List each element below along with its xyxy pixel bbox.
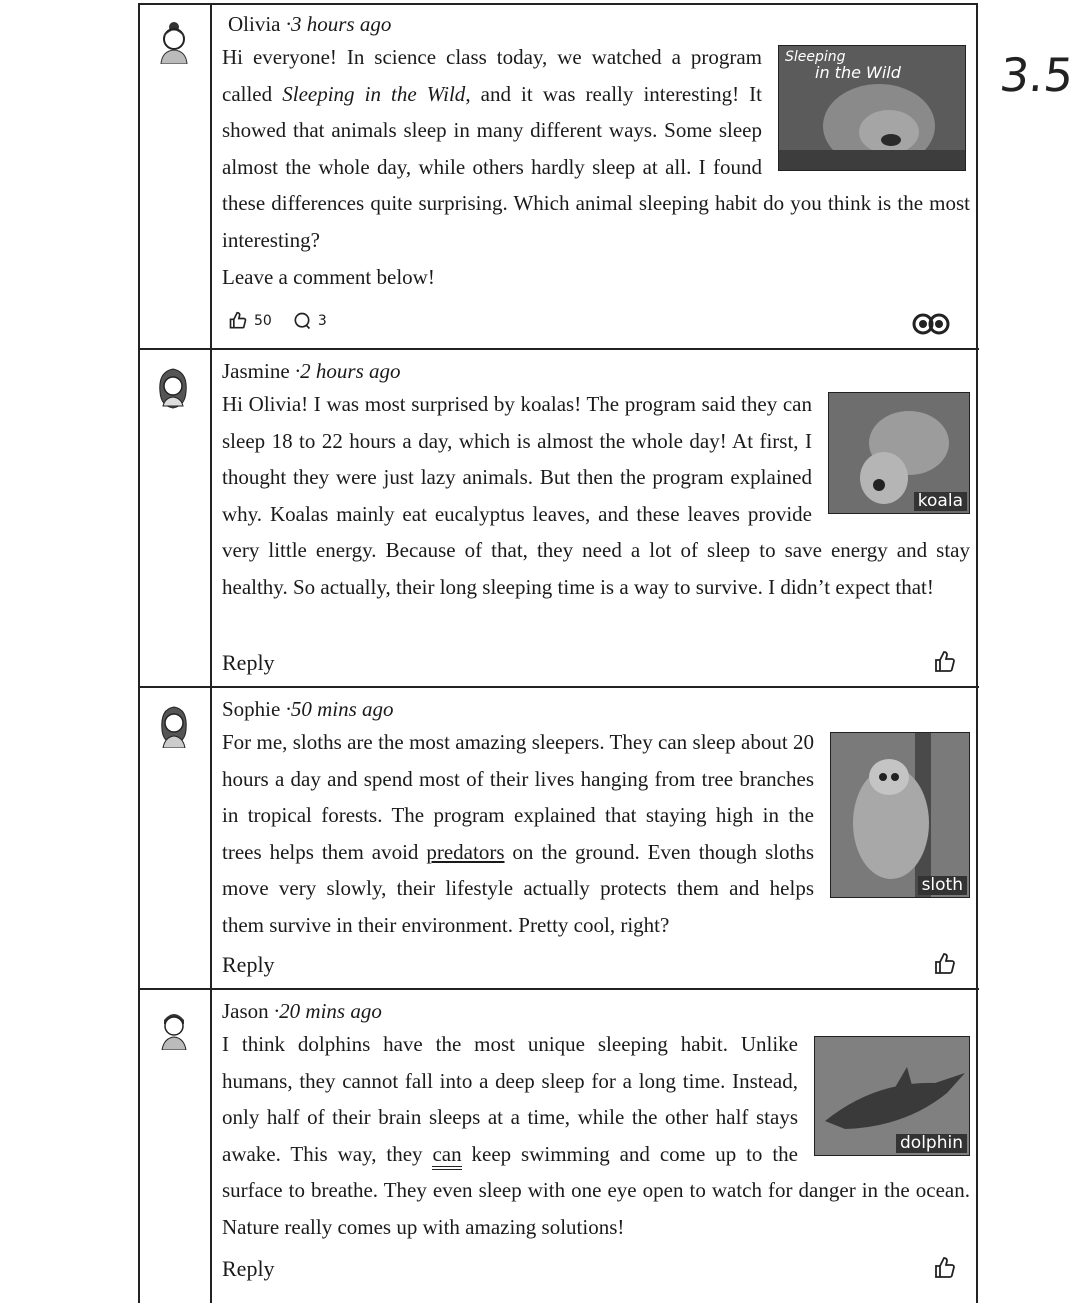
comment-body: [222, 1026, 970, 1246]
author-name: Sophie: [222, 697, 281, 721]
program-thumbnail: [778, 45, 966, 171]
avatar-sophie: [158, 704, 190, 748]
image-label: sloth: [918, 876, 967, 895]
reply-button[interactable]: Reply: [222, 650, 275, 675]
post-stats: [228, 311, 327, 331]
reply-button[interactable]: Reply: [222, 1256, 275, 1281]
author-name: Olivia: [228, 12, 281, 36]
author-name: Jasmine: [222, 359, 290, 383]
handwritten-score: 3.5: [997, 48, 1076, 102]
reply-button[interactable]: Reply: [222, 952, 275, 977]
dolphin-image: [814, 1036, 970, 1156]
comment-header: [222, 996, 970, 1026]
marked-word: can: [432, 1142, 461, 1170]
timestamp: ·20 mins ago: [273, 999, 382, 1023]
timestamp: ·50 mins ago: [285, 697, 394, 721]
comment-body: [222, 724, 970, 944]
avatar-olivia: [158, 20, 190, 64]
post-text-continued: , and it was really interesting! It showed that animals sleep in many different ways. Some sleep almost the whole day, while others hardly sleep at all. I found these differences quite surprising. Which animal sleeping habit do you think is the most interesting?: [222, 81, 970, 252]
column-divider: [210, 3, 212, 1303]
post-olivia: [222, 9, 970, 295]
comment-sophie: [222, 694, 970, 944]
avatar-jason: [158, 1006, 190, 1050]
avatar-jasmine: [157, 366, 189, 410]
author-name: Jason: [222, 999, 269, 1023]
koala-image: [828, 392, 970, 514]
comment-jason: [222, 996, 970, 1246]
call-to-action: Leave a comment below!: [222, 264, 435, 289]
comment-text-start: For me, sloths are the most amazing sleepers. They can sleep about 20 hours a day and spend most of their lives hanging from tree branches in tropical forests. The program explained that staying high in the trees helps them avoid: [222, 730, 814, 864]
comment-jasmine: [222, 356, 970, 606]
post-text: Hi everyone! In science class today, we watched a program called: [222, 45, 762, 106]
post-body: [222, 39, 970, 295]
row-divider: [138, 348, 979, 350]
underlined-word: predators: [426, 839, 505, 864]
comment-body: [222, 386, 970, 606]
share-icon[interactable]: [912, 313, 950, 335]
program-title: Sleeping in the Wild: [282, 81, 466, 106]
comment-text-start: I think dolphins have the most unique sleeping habit. Unlike humans, they cannot fall into a deep sleep for a long time. Instead, only half of their brain sleeps at a time, while the other half stays awake. This way, they: [222, 1032, 798, 1166]
timestamp: ·3 hours ago: [285, 12, 392, 36]
thumbs-up-icon[interactable]: [933, 650, 957, 674]
row-divider: [138, 686, 979, 688]
thumbs-up-icon[interactable]: [933, 952, 957, 976]
thumbnail-title: Sleeping: [785, 49, 846, 65]
comment-text: Hi Olivia! I was most surprised by koalas! The program said they can sleep 18 to 22 hours a day, which is almost the whole day! At first, I thought they were just lazy animals. But then the program explained why. Koalas mainly eat eucalyptus leaves, and these leaves provide very little energy. Because of that, they need a lot of sleep to save energy and stay healthy. So actually, their long sleeping time is a way to survive. I didn’t expect that!: [222, 392, 970, 599]
comment-text-end: keep swimming and come up to the surface to breathe. They even sleep with one eye open to watch for danger in the ocean. Nature really comes up with amazing solutions!: [222, 1141, 970, 1239]
comment-icon[interactable]: [292, 311, 312, 331]
post-header: [222, 9, 970, 39]
sloth-photo: [831, 733, 969, 897]
thumbnail-subtitle: in the Wild: [815, 63, 901, 82]
sloth-image: [830, 732, 970, 898]
comment-text-end: on the ground. Even though sloths move very slowly, their lifestyle actually protects them and helps them survive in their environment. Pretty cool, right?: [222, 839, 814, 937]
comment-header: [222, 694, 970, 724]
thumbs-up-icon[interactable]: [228, 311, 248, 331]
image-label: dolphin: [896, 1134, 967, 1153]
image-label: koala: [914, 492, 967, 511]
row-divider: [138, 988, 979, 990]
comment-count: 3: [317, 313, 327, 329]
comment-header: [222, 356, 970, 386]
like-count: 50: [254, 313, 272, 329]
thumbs-up-icon[interactable]: [933, 1256, 957, 1280]
timestamp: ·2 hours ago: [294, 359, 401, 383]
